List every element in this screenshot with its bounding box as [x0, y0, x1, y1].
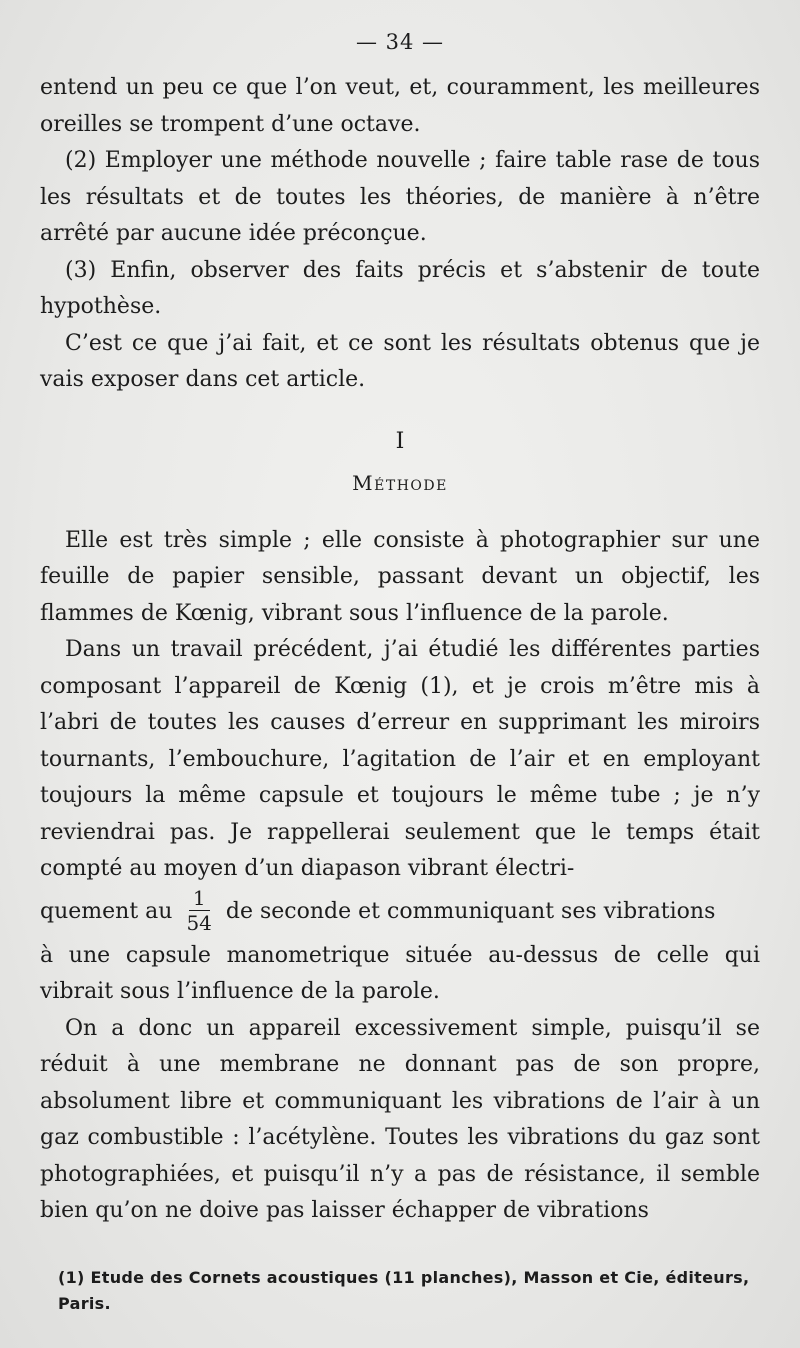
paragraph-point-3: (3) Enfin, observer des faits précis et s’abstenir de toute hypothèse.	[40, 257, 760, 319]
paragraph-method-intro: Elle est très simple ; elle consiste à photographier sur une feuille de papier sensible, passant devant un objectif, les flammes de Kœnig, vibrant sous l’influence de la parole.	[40, 527, 760, 626]
section-title: Méthode	[352, 470, 448, 495]
paragraph-continuation: entend un peu ce que l’on veut, et, couramment, les meilleures oreilles se trompent d’une octave.	[40, 75, 760, 137]
paragraph-point-2: (2) Employer une méthode nouvelle ; faire table rase de tous les résultats et de toutes les théories, de manière à n’être arrêté par aucune idée préconçue.	[40, 148, 760, 246]
page-number: — 34 —	[355, 30, 445, 54]
fraction-denominator: 54	[186, 911, 212, 935]
paragraph-capsule: à une capsule manometrique située au-dessus de celle qui vibrait sous l’influence de la parole.	[40, 942, 760, 1004]
section-numeral: I	[395, 428, 405, 454]
paragraph-previous-work: Dans un travail précédent, j’ai étudié les différentes parties composant l’appareil de Kœnig (1), et je crois m’être mis à l’abri de toutes les causes d’erreur en supprimant les miroirs tournants, l’embouchure, l’agitation de l’air et en employant toujours la même capsule et toujours le même tube ; je n’y reviendrai pas. Je rappellerai seulement que le temps était compté au moyen d’un diapason vibrant électri-	[40, 637, 760, 881]
paragraph-apparatus: On a donc un appareil excessivement simple, puisqu’il se réduit à une membrane ne donnant pas de son propre, absolument libre et communiquant les vibrations de l’air à un gaz combustible : l’acétylène. Toutes les vibrations du gaz sont photographiées, et puisqu’il n’y a pas de résistance, il semble bien qu’on ne doive pas laisser échapper de vibrations	[40, 1015, 760, 1223]
paragraph-conclusion: C’est ce que j’ai fait, et ce sont les résultats obtenus que je vais exposer dans cet article.	[40, 330, 760, 392]
footnote: (1) Etude des Cornets acoustiques (11 planches), Masson et Cie, éditeurs, Paris.	[58, 1268, 750, 1313]
fraction	[186, 888, 211, 933]
fraction-line	[40, 888, 760, 938]
fraction-numerator: 1	[189, 888, 210, 911]
body-text	[40, 70, 760, 1230]
fraction-line-after: de seconde et communiquant ses vibrations	[225, 899, 716, 925]
fraction-line-before: quement au	[40, 899, 173, 925]
